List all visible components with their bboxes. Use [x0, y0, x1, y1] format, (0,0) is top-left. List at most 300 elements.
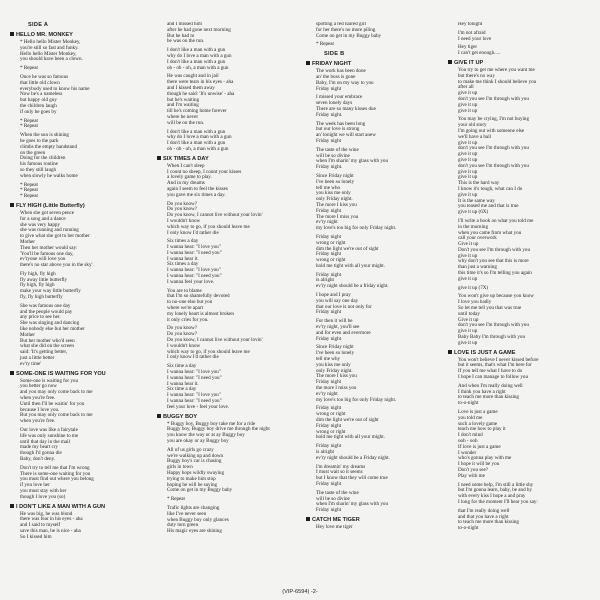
lyric-line: Friday night — [316, 405, 342, 412]
lyric-line: Doing for the children — [20, 155, 66, 162]
lyric-line: Come on get in my Buggy baby — [316, 32, 382, 39]
lyrics-stanza — [316, 148, 446, 171]
lyric-line: that I'm really doing well — [458, 507, 510, 514]
side-label: SIDE A — [28, 22, 49, 28]
lyric-line: The week has been long — [316, 120, 366, 127]
lyric-line: I'm not afraid — [458, 29, 486, 36]
square-bullet-icon — [306, 517, 310, 521]
lyric-line: The taste of the wine — [316, 489, 359, 496]
lyric-line: duty turn green — [167, 522, 199, 529]
lyric-line: wrong or right — [316, 239, 346, 246]
lyric-line: wrong or right — [316, 257, 346, 264]
lyric-line: you will say one day — [316, 297, 359, 304]
lyrics-stanza — [167, 164, 297, 199]
lyric-line: give it up — [458, 168, 478, 175]
lyric-line: give it up — [458, 101, 478, 108]
lyric-line: but it seems, that's what I'm here for — [458, 362, 532, 369]
lyric-line: until today — [458, 310, 480, 317]
lyric-line: I don't mind — [458, 432, 483, 439]
lyric-line: Do you know? — [167, 200, 197, 207]
lyric-line: I've been so lonely — [316, 350, 355, 357]
lyric-line: why don't you see that this is more — [458, 258, 529, 265]
lyric-line: I wouldn't know — [167, 342, 201, 349]
lyric-line: you teased me and that is true — [458, 203, 519, 210]
lyric-line: give it up (6X) — [458, 209, 489, 216]
song-title-text: FLY HIGH (Little Butterfly) — [16, 202, 85, 209]
song-title — [306, 517, 446, 524]
lyric-line: only Friday night. — [316, 196, 353, 203]
square-bullet-icon — [448, 350, 452, 354]
lyrics-stanza — [167, 289, 297, 324]
lyric-line: you know the way or at ay Buggy boy — [167, 432, 245, 439]
lyric-line: This is the hard way — [458, 180, 500, 187]
lyric-line: you should have been a clown. — [20, 56, 83, 63]
lyric-line: when Buggy boy only glances — [167, 516, 229, 523]
lyric-line: don't you see I'm through with you — [458, 145, 529, 152]
lyrics-stanza — [316, 69, 446, 92]
lyric-line: because I love you. — [20, 406, 60, 413]
lyric-line: like I've never seen — [167, 510, 207, 517]
lyric-line: and I missed him — [167, 22, 202, 27]
lyric-line: to teach me more than kissing — [458, 519, 519, 526]
lyric-line: there's no star above you in the sky' — [20, 262, 93, 269]
lyric-line: this time it's so I'm telling you again — [458, 270, 532, 277]
lyric-line: but our love is strong — [316, 126, 360, 133]
lyric-line: said: 'It's getting better, — [20, 349, 68, 356]
lyric-line: oh - oh - oh, a man with a gun — [167, 64, 229, 71]
lyrics-stanza — [167, 202, 297, 237]
lyric-line: his famous routine — [20, 161, 58, 168]
lyric-line: Once he was so famous — [20, 73, 69, 80]
lyric-line: Friday night. — [316, 164, 343, 171]
lyric-line: where we're apart — [167, 305, 203, 312]
lyric-line: but I know that they will come true — [316, 475, 388, 482]
lyric-line: Friday night — [316, 271, 342, 278]
lyric-line: than just a warning — [458, 264, 497, 271]
lyric-line: His magic eyes are shining — [167, 528, 222, 535]
lyric-line: I've been so lonely — [316, 178, 355, 185]
lyrics-stanza — [316, 293, 446, 316]
lyric-line: When the sun is shining — [20, 132, 69, 139]
lyric-line: I hope it will be you — [458, 461, 500, 468]
lyric-line: who's gonna play with me — [458, 455, 512, 462]
lyric-line: * Repeat — [20, 187, 38, 194]
lyrics-stanza — [316, 345, 446, 403]
side-label: SIDE B — [324, 51, 345, 58]
square-bullet-icon — [448, 60, 452, 64]
lyric-line: though he said: 'It's unwise' - aha — [167, 90, 235, 97]
lyric-line: I only know I'd rather die — [167, 229, 219, 236]
lyric-line: she was running and running — [20, 227, 79, 234]
lyric-line: but happy old guy — [20, 97, 57, 104]
lyric-line: which way to go, if you should leave me — [167, 223, 250, 230]
lyric-line: spotting a red haired girl — [316, 22, 367, 27]
lyric-line: Don't you see? — [458, 466, 489, 473]
lyric-line: for her there's no more piling — [316, 26, 376, 33]
lyric-line: I think you have a right — [458, 388, 506, 395]
lyric-line: Friday night — [316, 335, 342, 342]
lyric-line: I wanna hear: "I need you" — [167, 398, 222, 405]
lyric-line: your old story — [458, 122, 487, 129]
lyric-line: when slowly he walks home — [20, 172, 78, 179]
lyric-line: Now he's a nameless — [20, 91, 63, 98]
lyric-line: Do you know? — [167, 206, 197, 213]
song-title — [10, 32, 138, 39]
lyric-line: we're walking up and down — [167, 452, 224, 459]
song-title — [157, 156, 297, 163]
lyric-line: but I'm gonna learn, baby, be and by — [458, 487, 533, 494]
lyrics-stanza — [167, 364, 297, 410]
lyric-line: If you tell me what I have to do — [458, 368, 523, 375]
lyric-line: everybody used to know his name — [20, 85, 90, 92]
lyric-line: but he's waiting — [167, 96, 200, 103]
lyric-line: only Friday night. — [316, 367, 353, 374]
lyric-line: with every kiss I hope a and pray — [458, 493, 526, 500]
lyrics-stanza — [316, 465, 446, 488]
lyric-line: such a lovely game — [458, 420, 498, 427]
lyric-line: But her mother who'd seen — [20, 337, 75, 344]
song-title-text: BUGGY BOY — [163, 413, 198, 420]
lyrics-stanza — [20, 466, 138, 501]
lyric-line: girls in town — [167, 464, 193, 471]
lyric-line: for a song and a dance — [20, 215, 66, 222]
lyric-line: to make me think I should believe you — [458, 78, 537, 85]
square-bullet-icon — [10, 504, 14, 508]
lyric-line: I long for the moment I'll hear you say: — [458, 498, 538, 505]
lyric-line: give it up — [458, 139, 478, 146]
lyric-line: and I'm waiting — [167, 102, 199, 109]
lyric-line: There is some-one waiting for you — [20, 470, 91, 477]
lyric-line: he goes to the park — [20, 137, 59, 144]
lyric-line: again I seem to feel the kisses — [167, 185, 228, 192]
lyric-line: to-o-night — [458, 525, 479, 532]
lyric-line: * Buggy boy, Buggy boy take me for a ride — [167, 420, 256, 427]
lyrics-column-1 — [10, 22, 138, 592]
lyric-line: until that day in the mail — [20, 438, 70, 445]
lyric-line: I wanna feel your love. — [167, 278, 215, 285]
lyric-line: * Repeat — [20, 65, 38, 72]
lyric-line: give it up — [458, 174, 478, 181]
lyric-line: life was only sunshine to me — [20, 432, 79, 439]
song-title — [448, 350, 596, 357]
lyric-line: give it up — [458, 156, 478, 163]
lyric-line: and that you have a right — [458, 513, 509, 520]
lyrics-stanza — [167, 48, 297, 71]
lyric-line: you kiss me only — [316, 190, 351, 197]
lyric-line: an' the boss is gone — [316, 73, 356, 80]
lyric-line: Some-one is waiting for you — [20, 377, 79, 384]
lyric-line: give it up — [458, 107, 478, 114]
lyric-line: to-o-night — [458, 400, 479, 407]
lyric-line: ev'ry night, you'll see — [316, 324, 360, 331]
lyric-line: He was caught and in jail — [167, 73, 219, 80]
lyric-line: I missed your embrace — [316, 94, 363, 101]
lyrics-stanza — [458, 117, 596, 216]
square-bullet-icon — [10, 32, 14, 36]
lyrics-stanza — [20, 183, 138, 200]
lyric-line: on the green — [20, 149, 46, 156]
lyric-line: Buggy boy, Buggy boy drive me through the night — [167, 426, 270, 433]
lyric-line: Friday night — [316, 251, 342, 258]
lyric-line: you are okay or ay Buggy boy — [167, 438, 229, 444]
lyric-line: wrong or right — [316, 428, 346, 435]
square-bullet-icon — [10, 203, 14, 207]
lyrics-stanza — [458, 286, 596, 292]
lyric-line: Buggy boy's car is chasing — [167, 458, 222, 465]
lyric-line: Hey love me tiger — [316, 523, 353, 530]
lyric-line: The taste of the wine — [316, 146, 359, 153]
lyric-line: Do you know, I cannot live without your lovin' — [167, 337, 263, 344]
lyric-line: will be so divine — [316, 495, 350, 502]
lyric-line: fly high, fly high — [20, 282, 55, 289]
lyric-line: Do you know? — [167, 325, 197, 332]
lyrics-stanza — [316, 95, 446, 118]
lyric-line: any price to see her. — [20, 314, 61, 321]
lyric-line: why do I love a man with a gun — [167, 52, 232, 59]
lyrics-stanza — [316, 273, 446, 290]
lyric-line: I hope I can manage to follow you — [458, 374, 529, 381]
lyric-line: Friday night — [316, 443, 342, 450]
lyric-line: oh - oh - oh, a man with a gun — [167, 145, 229, 152]
lyric-line: give it up — [458, 252, 478, 259]
page-footer: (VIP-6594) -2- — [282, 589, 318, 595]
lyric-line: Friday night — [316, 233, 342, 240]
lyric-line: it only cries for you. — [167, 316, 209, 323]
lyric-line: when you're free. — [20, 418, 56, 425]
lyric-line: Hey tonight — [458, 22, 483, 27]
lyric-line: though I love you (so) — [20, 493, 66, 500]
lyric-line: And when I'm really doing well — [458, 382, 523, 389]
lyric-line: when I'm sharin' my glass with you — [316, 501, 389, 508]
lyric-line: Baby, I'm on my way to you — [316, 79, 374, 86]
lyrics-stanza — [20, 75, 138, 116]
lyric-line: fly away little butterfly — [20, 276, 68, 283]
lyric-line: The more I kiss you — [316, 201, 357, 208]
lyric-line: there were tears in his eyes - aha — [167, 79, 234, 86]
lyric-line: just a little better — [20, 355, 55, 362]
lyric-line: But he had to — [167, 32, 195, 39]
lyric-line: The more I miss you — [316, 213, 359, 220]
lyric-line: till he's coming home forever — [167, 108, 227, 115]
lyric-line: When she got seven pence — [20, 209, 75, 216]
lyrics-stanza — [167, 422, 297, 445]
lyric-line: trying to make him stop — [167, 475, 216, 482]
lyric-line: I wanna hear: "I love you" — [167, 267, 221, 274]
lyrics-column-2 — [157, 22, 297, 592]
lyric-line: Don't you see I'm through with you — [458, 246, 531, 253]
lyric-line: Until then I'll be waitin' for you — [20, 400, 85, 407]
lyric-line: Trafic lights are changing — [167, 504, 220, 511]
lyrics-stanza — [20, 379, 138, 425]
lyric-line: I wonder — [458, 449, 477, 456]
lyric-line: Then her mother would say: — [20, 244, 78, 251]
lyrics-stanza — [20, 428, 138, 463]
lyrics-stanza — [316, 22, 446, 39]
lyric-line: will be on the run. — [167, 119, 205, 126]
lyric-line: is alright — [316, 277, 334, 284]
lyric-line: Do you know, I cannot live without your lovin' — [167, 212, 263, 219]
lyric-line: when you're free. — [20, 395, 56, 402]
lyric-line: You won't give up because you know — [458, 293, 534, 300]
lyric-line: If love is just a game — [458, 443, 501, 450]
lyric-line: tell me who — [316, 184, 341, 191]
lyric-line: in the morning — [458, 223, 488, 230]
lyric-line: Friday night — [316, 507, 342, 514]
lyric-line: * Repeat — [20, 193, 38, 200]
lyric-line: made my heart cry — [20, 444, 59, 451]
lyrics-column-3 — [306, 22, 446, 592]
lyric-line: Six times a day — [167, 238, 199, 245]
lyric-line: Play with me — [458, 472, 485, 479]
song-title-text: I DON'T LIKE A MAN WITH A GUN — [16, 503, 106, 510]
lyric-line: Our love was like a fairytale — [20, 427, 78, 434]
lyric-line: will be so divine — [316, 152, 350, 159]
lyric-line: but there's no way — [458, 72, 495, 79]
lyric-line: You won't believe I never kissed before — [458, 356, 539, 363]
lyric-line: Friday night — [316, 422, 342, 429]
lyric-line: to no-one else but you — [167, 299, 213, 306]
lyric-line: Fly high, fly high — [20, 270, 56, 277]
square-bullet-icon — [306, 61, 310, 65]
lyric-line: I don't like a man with a gun — [167, 128, 226, 135]
lyric-line: 'You'll be famous one day, — [20, 250, 74, 257]
lyric-line: I only know I'd rather die — [167, 354, 219, 361]
lyric-line: fly, fly high butterfly — [20, 294, 63, 301]
lyrics-stanza — [167, 130, 297, 153]
lyrics-stanza — [20, 66, 138, 72]
lyric-line: I love you badly — [458, 299, 492, 306]
lyrics-stanza — [458, 68, 596, 114]
lyric-line: seven lonely days — [316, 100, 353, 107]
lyric-line: after he had gone next morning — [167, 26, 231, 33]
lyric-line: Friday night — [316, 379, 342, 386]
lyrics-stanza — [316, 122, 446, 145]
lyric-line: and I kissed them away — [167, 84, 215, 91]
lyric-line: so they still laugh — [20, 166, 57, 173]
lyric-line: She was famous one day — [20, 302, 71, 309]
lyric-line: He was big, he was blond — [20, 510, 73, 517]
lyric-line: and I said to myself — [20, 522, 61, 529]
lyric-line: hoping he will be saying — [167, 481, 218, 488]
lyric-line: tell me why — [316, 356, 341, 363]
lyrics-stanza — [20, 40, 138, 63]
lyric-line: hold me tight with all your might. — [316, 262, 385, 269]
lyric-line: I wanna hear: "I need you" — [167, 249, 222, 256]
lyric-line: give it up — [458, 339, 478, 346]
lyric-line: You try to get me where you want me — [458, 66, 535, 73]
lyric-line: when I'm sharin' my glass with you — [316, 158, 389, 165]
lyric-line: he was on the run. — [167, 38, 205, 45]
lyric-line: * Repeat — [20, 117, 38, 124]
song-title-text: SOME-ONE IS WAITING FOR YOU — [16, 370, 106, 377]
lyric-line: is alright — [316, 449, 334, 455]
lyric-line: I wanna hear it. — [167, 255, 199, 262]
lyric-line: Since Friday night — [316, 172, 354, 179]
lyric-line: I know it's tough, what can I do — [458, 185, 523, 192]
lyric-line: dim the light we're out of sight — [316, 417, 379, 424]
lyric-line: my love's too big for only Friday night. — [316, 225, 397, 232]
lyric-line: I don't like a man with a gun — [167, 140, 226, 147]
lyric-line: I'm going out with someone else — [458, 127, 525, 134]
lyric-line: don't you see I'm through with you — [458, 322, 529, 329]
song-title-text: HELLO MR. MONKEY — [16, 32, 73, 38]
lyric-line: Baby Baby I'm through with you — [458, 334, 525, 341]
lyric-line: give it up — [458, 151, 478, 158]
lyrics-column-4 — [448, 22, 596, 592]
song-title — [448, 60, 596, 67]
lyric-line: Friday night — [316, 207, 342, 214]
lyrics-stanza — [458, 358, 596, 381]
lyric-line: which way to go, if you should leave me — [167, 348, 250, 355]
lyric-line: Hey tiger — [458, 44, 478, 51]
lyric-line: I wanna hear: "I love you" — [167, 244, 221, 251]
lyric-line: and the people would pay — [20, 308, 73, 315]
lyric-line: my lonely heart is almost broken — [167, 310, 234, 317]
lyric-line: you must stay with her — [20, 487, 67, 494]
lyrics-stanza — [458, 294, 596, 346]
lyric-line: You are to blame — [167, 287, 202, 294]
lyric-line: Friday night — [316, 309, 342, 316]
lyric-line: don't you see I'm through with you — [458, 95, 529, 102]
lyric-line: I need your love — [458, 35, 492, 42]
song-title-text: CATCH ME TIGER — [312, 516, 360, 523]
lyric-line: I can't get enough..... — [458, 50, 501, 57]
lyric-line: you gave me six times a day. — [167, 191, 226, 198]
lyric-line: where he never — [167, 113, 199, 120]
lyrics-stanza — [20, 211, 138, 269]
lyric-line: Don't try to tell me that I'm wrong — [20, 464, 90, 471]
lyric-line: * Repeat — [20, 123, 38, 130]
lyric-line: hold me tight with all your might. — [316, 434, 385, 441]
lyric-line: and for even and evermore — [316, 329, 371, 336]
lyric-line: I don't like a man with a gun — [167, 47, 226, 54]
lyric-line: Give it up — [458, 241, 479, 248]
lyric-line: Love is just a game — [458, 409, 498, 416]
lyric-line: wrong or right — [316, 411, 346, 418]
lyrics-stanza — [167, 239, 297, 285]
lyric-line: give it up — [458, 328, 478, 335]
lyric-line: The more I kiss you — [316, 373, 357, 380]
song-title — [10, 504, 138, 511]
lyric-line: So let me tell you that was true — [458, 305, 522, 312]
lyric-line: teach me how to play it — [458, 426, 506, 433]
lyric-line: * Repeat — [167, 496, 185, 503]
song-title — [157, 414, 297, 421]
lyric-line: Six time a day — [167, 363, 197, 370]
lyric-line: Friday night — [316, 85, 342, 92]
square-bullet-icon — [157, 414, 161, 418]
lyric-line: she was very happy — [20, 221, 61, 228]
lyric-line: But you may only come back to me — [20, 412, 93, 419]
lyric-line: ooh - ooh — [458, 438, 478, 444]
lyric-line: when you came from what you — [458, 229, 522, 236]
song-title — [10, 371, 138, 378]
lyric-line: All of us girls go crazy — [167, 446, 214, 453]
lyric-line: ev'ry time' — [20, 360, 42, 367]
lyric-line: * Hello hello Mister Monkey, — [20, 39, 81, 45]
lyric-line: Happy hops wildly swaying — [167, 469, 225, 476]
lyric-line: give it up — [458, 275, 478, 282]
square-bullet-icon — [157, 156, 161, 160]
lyric-line: and you may only come back to me — [20, 389, 93, 396]
lyric-line: you're still so fast and funky. — [20, 44, 79, 51]
lyric-line: I wanna hear it. — [167, 380, 199, 387]
lyric-line: ev'ry night should be a Friday night. — [316, 454, 390, 461]
lyric-line: like nobody else but her mother — [20, 326, 85, 333]
lyrics-stanza — [458, 219, 596, 283]
lyric-line: ev'ry night — [316, 390, 338, 397]
lyric-line: after all — [458, 84, 474, 91]
